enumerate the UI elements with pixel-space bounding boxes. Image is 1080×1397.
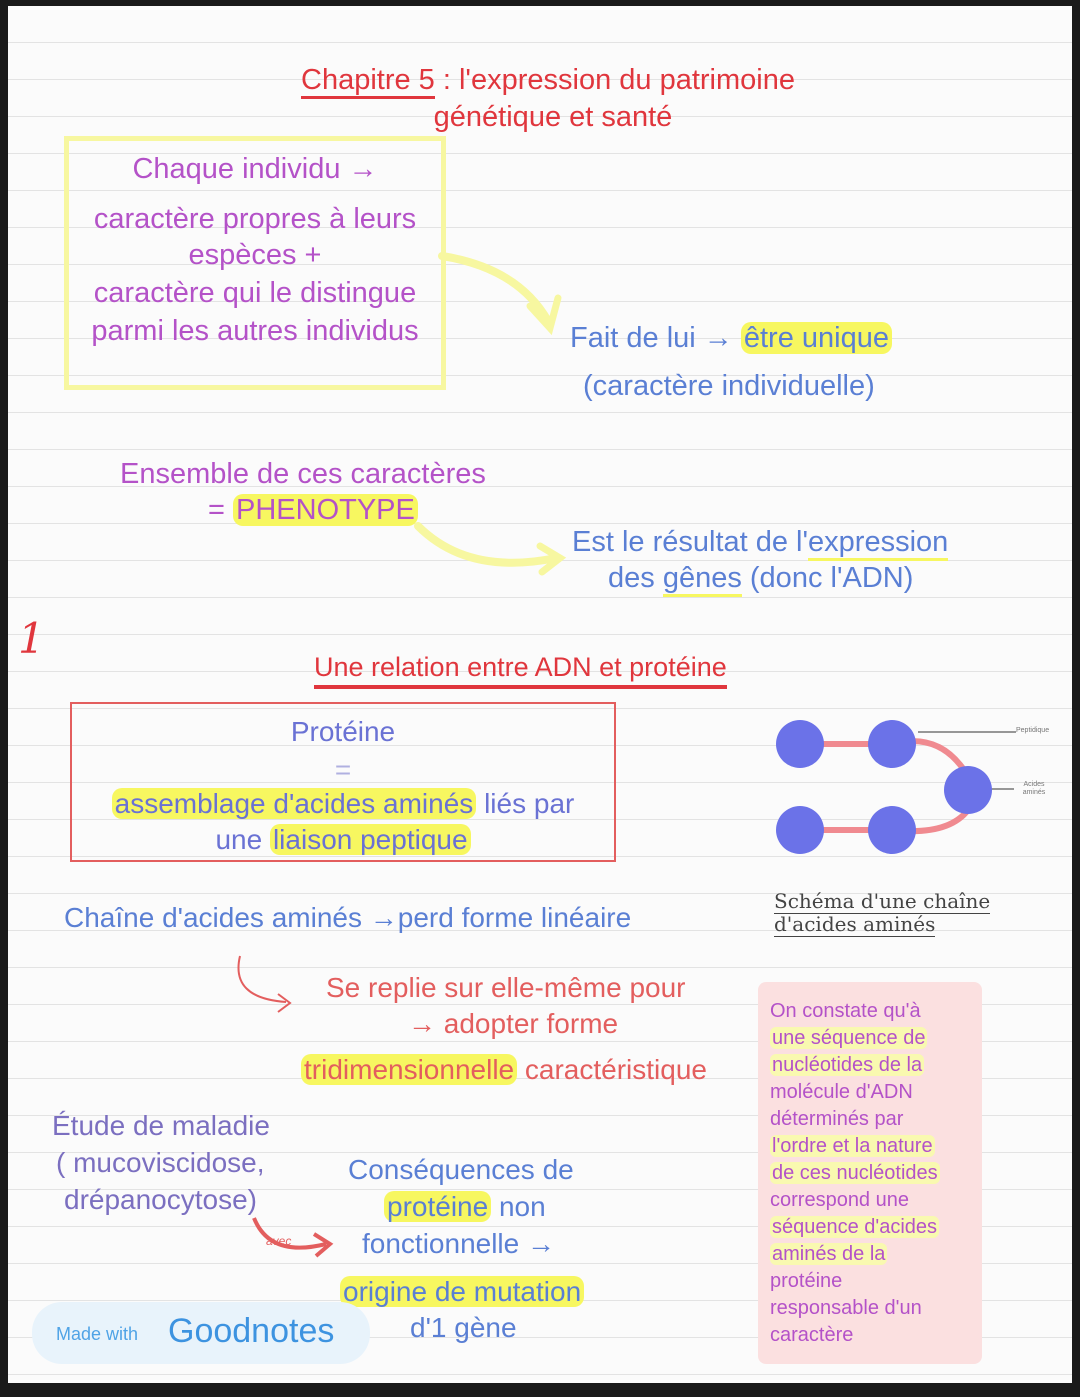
- conclusion-box: [758, 982, 982, 1364]
- chain-line: Chaîne d'acides aminés →perd forme linéaire: [64, 902, 632, 933]
- amino-acid-node: [776, 806, 824, 854]
- intro-line: parmi les autres individus: [91, 315, 419, 347]
- section-title: Une relation entre ADN et protéine: [314, 652, 727, 689]
- conclusion-line: [770, 1054, 924, 1077]
- conclusion-line: [770, 1243, 887, 1266]
- conclusion-line: [770, 1027, 927, 1050]
- unique-note: (caractère individuelle): [583, 370, 875, 402]
- chapter-label: Chapitre 5: [301, 64, 435, 99]
- protein-line1: [72, 788, 614, 820]
- disease-line1: Étude de maladie: [52, 1110, 270, 1141]
- result-genes: gênes: [663, 562, 742, 597]
- result-line1: [572, 526, 948, 559]
- disease-line2: ( mucoviscidose,: [56, 1147, 265, 1178]
- conclusion-line: responsable d'un: [770, 1297, 922, 1319]
- consequence-hl: protéine: [384, 1191, 491, 1222]
- result-line2: [608, 562, 913, 595]
- conclusion-hl: aminés de la: [772, 1243, 886, 1265]
- conclusion-line: déterminés par: [770, 1108, 904, 1130]
- consequence-line2: [384, 1191, 546, 1223]
- result-text: (donc l'ADN): [741, 562, 914, 594]
- result-text: des: [608, 562, 663, 594]
- caption-line2: d'acides aminés: [774, 912, 936, 936]
- section-number: 1: [18, 614, 45, 663]
- diagram-caption: [774, 890, 990, 936]
- conclusion-line: molécule d'ADN: [770, 1081, 913, 1103]
- result-expression: expression: [808, 526, 948, 561]
- conclusion-line: [770, 1216, 939, 1239]
- disease-line3: drépanocytose): [64, 1184, 258, 1215]
- protein-hl: assemblage d'acides aminés: [112, 788, 477, 819]
- conclusion-line: protéine: [770, 1270, 843, 1292]
- conclusion-hl: de ces nucléotides: [772, 1162, 938, 1184]
- unique-line: [570, 322, 892, 355]
- unique-prefix: Fait de lui →: [570, 322, 733, 354]
- unique-highlight: être unique: [741, 322, 892, 354]
- conclusion-line: caractère: [770, 1324, 854, 1346]
- consequence-line1: Conséquences de: [348, 1154, 574, 1185]
- folding-line1: Se replie sur elle-même pour: [326, 972, 686, 1003]
- amino-acid-node: [868, 720, 916, 768]
- intro-line: caractère qui le distingue: [93, 277, 417, 309]
- folding-line3: [301, 1054, 707, 1086]
- arrow-to-folding-head: [278, 994, 290, 1012]
- phenotype-eq: =: [208, 494, 233, 526]
- consequence-line5: d'1 gène: [410, 1312, 517, 1343]
- protein-hl: liaison peptique: [270, 824, 471, 855]
- protein-text: une: [215, 824, 270, 855]
- made-with-label: Made with: [56, 1324, 139, 1344]
- amino-acid-node: [868, 806, 916, 854]
- conclusion-line: [770, 1135, 935, 1158]
- phenotype-definition: [208, 494, 418, 527]
- consequence-hl: origine de mutation: [340, 1276, 584, 1307]
- label-amines: Acides aminés: [1022, 781, 1046, 796]
- notebook-page: [8, 6, 1072, 1383]
- conclusion-hl: nucléotides de la: [772, 1054, 923, 1076]
- label-peptide: Peptidique: [1016, 727, 1050, 734]
- goodnotes-badge: [32, 1302, 370, 1364]
- protein-word: Protéine: [290, 716, 396, 747]
- phenotype-line: Ensemble de ces caractères: [120, 458, 486, 490]
- folding-hl: tridimensionnelle: [301, 1054, 517, 1085]
- consequence-text: non: [491, 1191, 546, 1222]
- amino-acid-node: [776, 720, 824, 768]
- protein-line2: [72, 824, 614, 856]
- consequence-line4: [340, 1276, 584, 1308]
- consequence-line3: fonctionnelle →: [362, 1228, 556, 1259]
- caption-line1: Schéma d'une chaîne: [774, 889, 991, 913]
- goodnotes-logo: Goodnotes: [168, 1312, 335, 1350]
- protein-text: liés par: [476, 788, 575, 819]
- conclusion-hl: l'ordre et la nature: [772, 1135, 933, 1157]
- intro-line: Chaque individu →: [132, 153, 378, 185]
- intro-line: caractère propres à leurs: [93, 203, 417, 235]
- folding-line2: → adopter forme: [408, 1008, 619, 1039]
- conclusion-hl: séquence d'acides: [772, 1216, 938, 1238]
- phenotype-word: PHENOTYPE: [233, 494, 418, 526]
- title-text: : l'expression du patrimoine: [434, 64, 795, 96]
- amino-acid-node: [944, 766, 992, 814]
- conclusion-line: [770, 1162, 940, 1185]
- conclusion-line: correspond une: [770, 1189, 909, 1211]
- result-text: Est le résultat de l': [572, 526, 809, 558]
- conclusion-hl: une séquence de: [772, 1027, 926, 1049]
- page-title-line2: génétique et santé: [433, 101, 673, 133]
- arrow-to-result: [418, 526, 556, 563]
- arrow-note: avec: [266, 1234, 292, 1248]
- intro-line: espèces +: [188, 239, 322, 271]
- protein-eq: =: [334, 754, 352, 785]
- protein-box: [70, 702, 616, 862]
- conclusion-line: On constate qu'à: [770, 1000, 921, 1022]
- folding-text: caractéristique: [517, 1054, 707, 1085]
